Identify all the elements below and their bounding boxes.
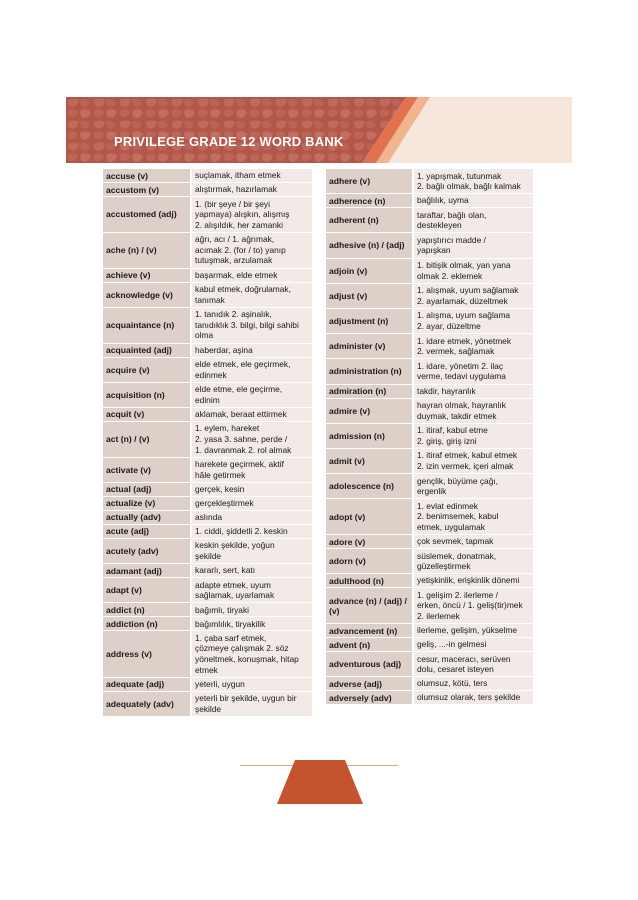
word-definition: [414, 499, 533, 534]
word-entry: [326, 259, 533, 283]
word-term: adulthood (n): [326, 574, 412, 587]
definition-line: 1. yapışmak, tutunmak: [417, 170, 502, 181]
word-entry: [103, 269, 312, 282]
definition-line: yapışkan: [417, 245, 451, 256]
definition-line: çözmeye çalışmak 2. söz: [195, 643, 289, 654]
word-entry: [103, 422, 312, 457]
definition-line: olumsuz olarak, ters şekilde: [417, 692, 521, 703]
word-term: adore (v): [326, 535, 412, 548]
word-entry: [326, 208, 533, 232]
definition-line: 1. çaba sarf etmek,: [195, 632, 267, 643]
definition-line: 1. tanıdık 2. aşinalık,: [195, 309, 272, 320]
word-entry: [103, 539, 312, 563]
word-term: adopt (v): [326, 499, 412, 534]
word-term: admission (n): [326, 424, 412, 448]
footer-trapezoid: [277, 760, 363, 804]
word-term: adherence (n): [326, 194, 412, 207]
word-definition: [414, 309, 533, 333]
definition-line: 2. izin vermek, içeri almak: [417, 460, 514, 471]
definition-line: 1. ciddi, şiddetli 2. keskin: [195, 526, 288, 537]
definition-line: gerçek, kesin: [195, 484, 245, 495]
definition-line: 1. bitişik olmak, yan yana: [417, 260, 511, 271]
word-entry: [103, 525, 312, 538]
definition-line: ilerleme, gelişim, yükselme: [417, 625, 518, 636]
word-term: acquit (v): [103, 408, 190, 421]
definition-line: yeterli, uygun: [195, 678, 245, 689]
word-term: adorn (v): [326, 549, 412, 573]
word-entry: [326, 652, 533, 676]
word-entry: [326, 449, 533, 473]
word-term: actual (adj): [103, 483, 190, 496]
definition-line: 1. itiraf etmek, kabul etmek: [417, 450, 518, 461]
definition-line: 1. eylem, hareket: [195, 423, 260, 434]
word-term: adjust (v): [326, 284, 412, 308]
word-term: adolescence (n): [326, 474, 412, 498]
word-term: advancement (n): [326, 624, 412, 637]
definition-line: 1. idare, yönetim 2. ilaç: [417, 360, 504, 371]
word-definition: [192, 283, 312, 307]
word-definition: [192, 578, 312, 602]
word-definition: [414, 449, 533, 473]
word-definition: [414, 424, 533, 448]
word-term: adversely (adv): [326, 691, 412, 704]
header-banner: [66, 97, 572, 163]
definition-line: yeterli bir şekilde, uygun bir: [195, 693, 297, 704]
definition-line: 1. alışmak, uyum sağlamak: [417, 285, 519, 296]
definition-line: yetişkinlik, erişkinlik dönemi: [417, 575, 520, 586]
definition-line: bağımlı, tiryaki: [195, 604, 249, 615]
word-entry: [103, 283, 312, 307]
definition-line: 2. bağlı olmak, bağlı kalmak: [417, 181, 521, 192]
definition-line: 1. alışma, uyum sağlama: [417, 310, 511, 321]
definition-line: 2. ilerlemek: [417, 610, 460, 621]
word-entry: [326, 535, 533, 548]
word-term: administer (v): [326, 334, 412, 358]
word-entry: [326, 194, 533, 207]
word-definition: [192, 183, 312, 196]
definition-line: hayran olmak, hayranlık: [417, 400, 506, 410]
definition-line: erken, öncü / 1. geliş(tir)mek: [417, 600, 523, 611]
word-entry: [326, 638, 533, 651]
definition-line: 1. evlat edinmek: [417, 500, 478, 511]
word-definition: [192, 564, 312, 577]
word-entry: [326, 677, 533, 690]
word-entry: [326, 499, 533, 534]
word-term: admiration (n): [326, 385, 412, 398]
definition-line: dolu, cesaret isteyen: [417, 664, 494, 675]
word-definition: [414, 588, 533, 623]
definition-line: 1. itiraf, kabul etme: [417, 425, 488, 436]
word-entry: [103, 358, 312, 382]
word-definition: [192, 511, 312, 524]
word-term: acutely (adv): [103, 539, 190, 563]
word-definition: [192, 308, 312, 343]
word-definition: [192, 169, 312, 182]
word-entry: [103, 692, 312, 716]
word-term: actually (adv): [103, 511, 190, 524]
definition-line: şekilde: [195, 703, 222, 714]
page-title: PRIVILEGE GRADE 12 WORD BANK: [114, 134, 344, 149]
word-definition: [192, 539, 312, 563]
word-term: adequate (adj): [103, 678, 190, 691]
word-term: ache (n) / (v): [103, 233, 190, 268]
definition-line: yöneltmek, konuşmak, hitap: [195, 654, 299, 664]
word-definition: [192, 233, 312, 268]
word-definition: [414, 624, 533, 637]
definition-line: cesur, maceracı, serüven: [417, 653, 511, 664]
definition-line: etmek, uygulamak: [417, 521, 485, 532]
word-term: activate (v): [103, 458, 190, 482]
word-entry: [103, 383, 312, 407]
definition-line: 2. giriş, giriş izni: [417, 435, 477, 446]
word-entry: [103, 483, 312, 496]
word-definition: [414, 334, 533, 358]
word-definition: [414, 535, 533, 548]
word-entry: [326, 169, 533, 193]
word-definition: [414, 359, 533, 383]
word-term: acquaintance (n): [103, 308, 190, 343]
word-term: admit (v): [326, 449, 412, 473]
definition-line: süslemek, donatmak,: [417, 550, 497, 561]
definition-line: sağlamak, uyarlamak: [195, 590, 275, 601]
word-entry: [103, 497, 312, 510]
word-entry: [103, 564, 312, 577]
word-entry: [326, 334, 533, 358]
word-entry: [326, 359, 533, 383]
word-entry: [326, 385, 533, 398]
word-term: actualize (v): [103, 497, 190, 510]
definition-line: 2. ayar, düzeltme: [417, 321, 481, 332]
definition-line: yapıştırıcı madde /: [417, 234, 486, 245]
definition-line: etmek: [195, 664, 218, 675]
word-definition: [192, 692, 312, 716]
word-entry: [103, 183, 312, 196]
word-definition: [192, 497, 312, 510]
word-definition: [414, 474, 533, 498]
word-definition: [414, 194, 533, 207]
word-entry: [326, 233, 533, 257]
word-term: adhesive (n) / (adj): [326, 233, 412, 257]
definition-line: gençlik, büyüme çağı,: [417, 475, 499, 486]
definition-line: 2. alışıldık, her zamanki: [195, 219, 283, 230]
word-term: adamant (adj): [103, 564, 190, 577]
word-list-right: [326, 169, 533, 705]
word-definition: [414, 549, 533, 573]
definition-line: haberdar, aşina: [195, 344, 253, 355]
word-definition: [192, 358, 312, 382]
definition-line: bağlılık, uyma: [417, 195, 469, 206]
word-entry: [103, 578, 312, 602]
word-definition: [414, 259, 533, 283]
definition-line: 2. vermek, sağlamak: [417, 346, 495, 357]
word-definition: [414, 652, 533, 676]
word-definition: [192, 617, 312, 630]
word-definition: [414, 399, 533, 423]
word-definition: [192, 422, 312, 457]
word-term: adventurous (adj): [326, 652, 412, 676]
definition-line: başarmak, elde etmek: [195, 269, 278, 280]
definition-line: kararlı, sert, katı: [195, 565, 256, 576]
definition-line: destekleyen: [417, 220, 462, 231]
definition-line: olma: [195, 330, 214, 341]
definition-line: yapmaya) alışkın, alışmış: [195, 209, 290, 220]
definition-line: duymak, takdir etmek: [417, 410, 497, 421]
word-definition: [192, 458, 312, 482]
definition-line: 1. idare etmek, yönetmek: [417, 335, 512, 346]
word-entry: [103, 678, 312, 691]
word-term: accustom (v): [103, 183, 190, 196]
word-term: adjoin (v): [326, 259, 412, 283]
word-term: adjustment (n): [326, 309, 412, 333]
word-entry: [103, 169, 312, 182]
word-definition: [192, 525, 312, 538]
word-entry: [326, 399, 533, 423]
word-definition: [414, 385, 533, 398]
definition-line: takdir, hayranlık: [417, 385, 476, 396]
definition-line: çok sevmek, tapmak: [417, 536, 494, 547]
word-entry: [326, 691, 533, 704]
definition-line: geliş, ...-in gelmesi: [417, 639, 487, 650]
definition-line: 1. gelişim 2. ilerleme /: [417, 589, 498, 600]
word-term: addict (n): [103, 603, 190, 616]
definition-line: 1. (bir şeye / bir şeyi: [195, 198, 270, 209]
word-definition: [414, 284, 533, 308]
word-entry: [326, 309, 533, 333]
word-list-left: [103, 169, 312, 717]
word-term: act (n) / (v): [103, 422, 190, 457]
definition-line: gerçekleştirmek: [195, 498, 254, 509]
word-entry: [326, 574, 533, 587]
definition-line: tanımak: [195, 294, 225, 305]
definition-line: adapte etmek, uyum: [195, 579, 271, 590]
word-term: achieve (v): [103, 269, 190, 282]
word-entry: [103, 197, 312, 232]
banner-background: [66, 97, 572, 163]
word-definition: [414, 638, 533, 651]
word-entry: [103, 511, 312, 524]
definition-line: verme, tedavi uygulama: [417, 371, 506, 382]
definition-line: alıştırmak, hazırlamak: [195, 184, 277, 195]
word-definition: [192, 631, 312, 676]
word-term: accustomed (adj): [103, 197, 190, 232]
word-entry: [103, 344, 312, 357]
word-definition: [414, 574, 533, 587]
definition-line: harekete geçirmek, aktif: [195, 459, 284, 470]
definition-line: güzelleştirmek: [417, 561, 471, 572]
definition-line: aslında: [195, 512, 223, 523]
definition-line: edinmek: [195, 369, 227, 380]
definition-line: aklamak, beraat ettirmek: [195, 409, 287, 420]
word-term: advance (n) / (adj) / (v): [326, 588, 412, 623]
word-term: accuse (v): [103, 169, 190, 182]
word-term: address (v): [103, 631, 190, 676]
word-definition: [414, 691, 533, 704]
word-definition: [192, 344, 312, 357]
word-entry: [103, 408, 312, 421]
definition-line: olumsuz, kötü, ters: [417, 678, 488, 689]
definition-line: 2. yasa 3. sahne, perde /: [195, 434, 288, 445]
word-entry: [103, 233, 312, 268]
word-term: adhere (v): [326, 169, 412, 193]
word-entry: [103, 308, 312, 343]
word-entry: [326, 424, 533, 448]
definition-line: şekilde: [195, 551, 222, 562]
word-definition: [192, 408, 312, 421]
word-definition: [192, 483, 312, 496]
definition-line: 2. benimsemek, kabul: [417, 511, 499, 522]
word-term: acquisition (n): [103, 383, 190, 407]
definition-line: tanıdıklık 3. bilgi, bilgi sahibi: [195, 319, 299, 330]
word-definition: [192, 603, 312, 616]
word-term: addiction (n): [103, 617, 190, 630]
word-entry: [326, 284, 533, 308]
definition-line: edinim: [195, 394, 220, 405]
word-term: acknowledge (v): [103, 283, 190, 307]
definition-line: kabul etmek, doğrulamak,: [195, 284, 291, 295]
word-term: administration (n): [326, 359, 412, 383]
definition-line: bağımlılık, tiryakilik: [195, 618, 266, 629]
word-entry: [103, 617, 312, 630]
word-entry: [326, 588, 533, 623]
definition-line: elde etmek, ele geçirmek,: [195, 359, 291, 370]
definition-line: tutuşmak, arzulamak: [195, 255, 273, 266]
word-definition: [192, 383, 312, 407]
definition-line: acımak 2. (for / to) yanıp: [195, 244, 286, 255]
word-term: advent (n): [326, 638, 412, 651]
word-definition: [414, 169, 533, 193]
word-definition: [192, 269, 312, 282]
definition-line: elde etme, ele geçirme,: [195, 384, 283, 395]
word-term: adherent (n): [326, 208, 412, 232]
definition-line: 1. davranmak 2. rol almak: [195, 444, 292, 455]
definition-line: suçlamak, itham etmek: [195, 170, 281, 181]
word-entry: [103, 603, 312, 616]
word-term: acquainted (adj): [103, 344, 190, 357]
word-term: adapt (v): [103, 578, 190, 602]
definition-line: keskin şekilde, yoğun: [195, 540, 275, 551]
word-definition: [192, 197, 312, 232]
word-entry: [103, 631, 312, 676]
word-entry: [326, 624, 533, 637]
definition-line: taraftar, bağlı olan,: [417, 209, 487, 220]
word-term: acquire (v): [103, 358, 190, 382]
definition-line: ergenlik: [417, 486, 447, 497]
word-definition: [414, 208, 533, 232]
definition-line: olmak 2. eklemek: [417, 270, 483, 281]
word-definition: [192, 678, 312, 691]
word-term: acute (adj): [103, 525, 190, 538]
word-entry: [326, 474, 533, 498]
word-entry: [326, 549, 533, 573]
definition-line: 2. ayarlamak, düzeltmek: [417, 295, 508, 306]
word-term: adverse (adj): [326, 677, 412, 690]
word-term: admire (v): [326, 399, 412, 423]
word-definition: [414, 233, 533, 257]
word-definition: [414, 677, 533, 690]
definition-line: hâle getirmek: [195, 469, 246, 480]
definition-line: ağrı, acı / 1. ağrımak,: [195, 234, 275, 245]
word-term: adequately (adv): [103, 692, 190, 716]
word-entry: [103, 458, 312, 482]
